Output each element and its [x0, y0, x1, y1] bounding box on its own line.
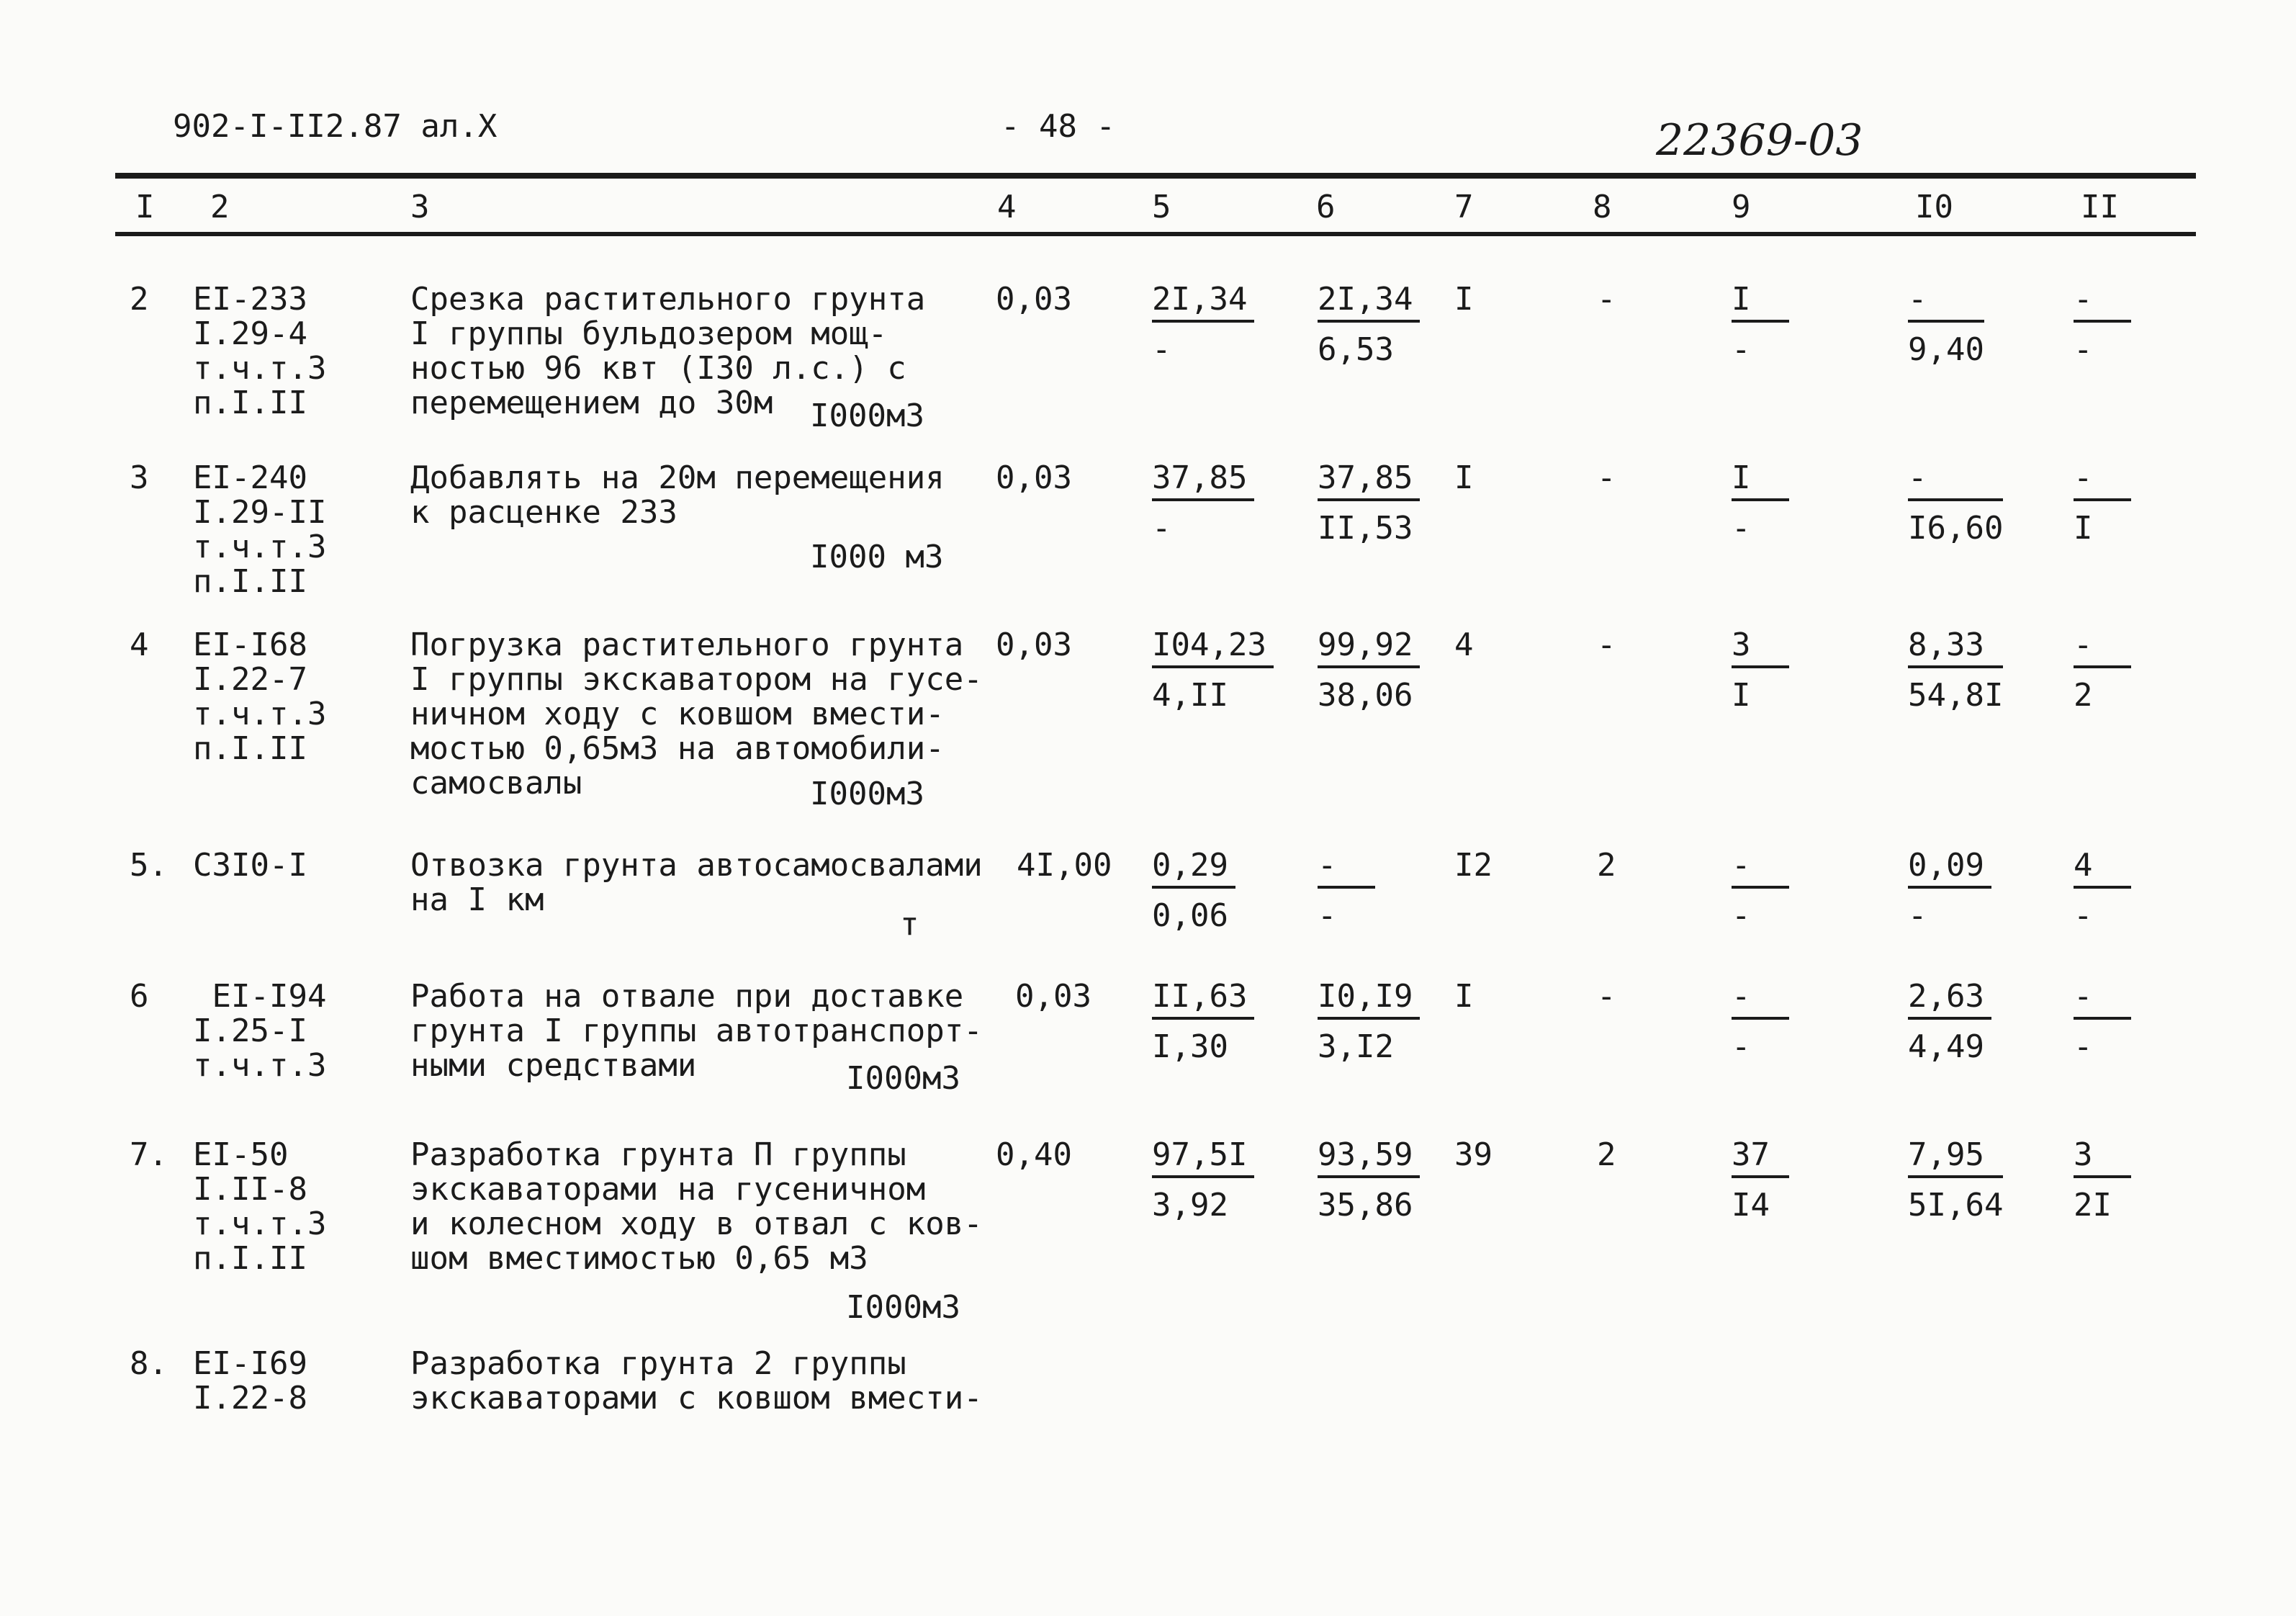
value-col-8: -	[1597, 627, 1616, 663]
column-header-1: I	[135, 189, 155, 225]
work-description: Погрузка растительного грунта I группы экскаватором на гусе- ничном ходу с ковшом вмести- мостью 0,65м3 на автомобили- самосвалы	[410, 627, 983, 802]
measure-unit: I000м3	[846, 1289, 960, 1326]
row-number: 7.	[130, 1136, 168, 1173]
value-col-11: $\frac{-}{2}$	[2074, 628, 2131, 716]
measure-unit: I000м3	[810, 776, 924, 812]
value-col-11: $\frac{3}{2I}$	[2074, 1138, 2131, 1226]
table-top-rule	[115, 173, 2196, 179]
column-header-8: 8	[1593, 189, 1612, 225]
cost-total: $\frac{2I,34}{-}$	[1152, 282, 1254, 370]
value-col-9: $\frac{I}{-}$	[1732, 282, 1789, 370]
cost-total: $\frac{I04,23}{4,II}$	[1152, 628, 1274, 716]
value-col-10: $\frac{-}{9,40}$	[1908, 281, 1984, 368]
cost-total: $\frac{37,85}{-}$	[1152, 461, 1254, 549]
cost-labor: $\frac{2I,34}{6,53}$	[1318, 282, 1420, 370]
rate-code: EI-I69 I.22-8	[193, 1345, 307, 1417]
value-col-8: 2	[1597, 1136, 1616, 1173]
table-header-rule	[115, 232, 2196, 236]
quantity: 0,03	[1015, 978, 1091, 1015]
cost-total: $\frac{II,63}{I,30}$	[1152, 979, 1254, 1067]
row-number: 2	[130, 281, 149, 318]
row-number: 6	[130, 978, 149, 1015]
value-col-7: 39	[1454, 1136, 1493, 1173]
rate-code: C3I0-I	[193, 847, 307, 884]
value-col-9: $\frac{I}{-}$	[1732, 461, 1789, 549]
quantity: 0,03	[996, 627, 1072, 663]
value-col-8: 2	[1597, 847, 1616, 884]
cost-labor: $\frac{93,59}{35,86}$	[1318, 1138, 1420, 1226]
value-col-10: $\frac{8,33}{54,8I}$	[1908, 627, 2004, 714]
measure-unit: т	[900, 906, 919, 943]
value-col-11: $\frac{-}{I}$	[2074, 461, 2131, 549]
value-col-10: $\frac{2,63}{4,49}$	[1908, 979, 1991, 1067]
value-col-9: $\frac{-}{-}$	[1732, 848, 1789, 936]
work-description: Срезка растительного грунта I группы бульдозером мощ- ностью 96 квт (I30 л.с.) с перемещением до 30м	[410, 281, 926, 421]
quantity: 0,40	[996, 1136, 1072, 1173]
value-col-11: $\frac{-}{-}$	[2074, 282, 2131, 370]
cost-labor: $\frac{I0,I9}{3,I2}$	[1318, 979, 1420, 1067]
rate-code: EI-I94 I.25-I т.ч.т.3	[193, 978, 327, 1084]
value-col-7: 4	[1454, 627, 1474, 663]
work-description: Разработка грунта П группы экскаваторами на гусеничном и колесном ходу в отвал с ков- шом вместимостью 0,65 м3	[410, 1136, 983, 1277]
cost-total: $\frac{0,29}{0,06}$	[1152, 848, 1235, 936]
column-header-11: II	[2081, 189, 2119, 225]
value-col-10: $\frac{0,09}{-}$	[1908, 848, 1991, 936]
column-header-7: 7	[1454, 189, 1474, 225]
value-col-11: $\frac{-}{-}$	[2074, 979, 2131, 1067]
work-description: Разработка грунта 2 группы экскаваторами с ковшом вмести-	[410, 1345, 983, 1417]
cost-labor: $\frac{-}{-}$	[1318, 848, 1375, 936]
cost-labor: $\frac{37,85}{II,53}$	[1318, 461, 1420, 549]
value-col-7: I	[1454, 281, 1474, 318]
work-description: Работа на отвале при доставке грунта I группы автотранспорт- ными средствами	[410, 978, 983, 1084]
quantity: 4I,00	[1017, 847, 1112, 884]
value-col-8: -	[1597, 978, 1616, 1015]
measure-unit: I000м3	[810, 398, 924, 434]
page-header	[0, 0, 2296, 225]
quantity: 0,03	[996, 281, 1072, 318]
column-header-10: I0	[1915, 189, 1953, 225]
quantity: 0,03	[996, 459, 1072, 496]
row-number: 8.	[130, 1345, 168, 1382]
cost-labor: $\frac{99,92}{38,06}$	[1318, 628, 1420, 716]
row-number: 5.	[130, 847, 168, 884]
measure-unit: I000 м3	[810, 539, 944, 575]
rate-code: EI-50 I.II-8 т.ч.т.3 п.I.II	[193, 1136, 327, 1277]
column-header-3: 3	[410, 189, 430, 225]
value-col-7: I	[1454, 459, 1474, 496]
row-number: 4	[130, 627, 149, 663]
cost-total: $\frac{97,5I}{3,92}$	[1152, 1138, 1254, 1226]
measure-unit: I000м3	[846, 1060, 960, 1097]
page-number: - 48 -	[1001, 108, 1115, 145]
value-col-10: $\frac{-}{I6,60}$	[1908, 459, 2004, 547]
column-header-4: 4	[997, 189, 1017, 225]
work-description: Отвозка грунта автосамосвалами на I км	[410, 847, 983, 918]
document-stamp: 22369-03	[1656, 115, 1863, 166]
document-code: 902-I-II2.87 ал.X	[173, 108, 498, 145]
row-number: 3	[130, 459, 149, 496]
column-header-9: 9	[1732, 189, 1751, 225]
value-col-7: I	[1454, 978, 1474, 1015]
rate-code: EI-240 I.29-II т.ч.т.3 п.I.II	[193, 459, 327, 600]
value-col-9: $\frac{37}{I4}$	[1732, 1138, 1789, 1226]
value-col-8: -	[1597, 459, 1616, 496]
rate-code: EI-233 I.29-4 т.ч.т.3 п.I.II	[193, 281, 327, 421]
value-col-8: -	[1597, 281, 1616, 318]
work-description: Добавлять на 20м перемещения к расценке 233	[410, 459, 945, 531]
column-header-5: 5	[1152, 189, 1171, 225]
value-col-9: $\frac{-}{-}$	[1732, 979, 1789, 1067]
column-header-2: 2	[210, 189, 230, 225]
rate-code: EI-I68 I.22-7 т.ч.т.3 п.I.II	[193, 627, 327, 767]
value-col-9: $\frac{3}{I}$	[1732, 628, 1789, 716]
value-col-7: I2	[1454, 847, 1493, 884]
value-col-11: $\frac{4}{-}$	[2074, 848, 2131, 936]
value-col-10: $\frac{7,95}{5I,64}$	[1908, 1136, 2004, 1224]
column-header-6: 6	[1316, 189, 1336, 225]
